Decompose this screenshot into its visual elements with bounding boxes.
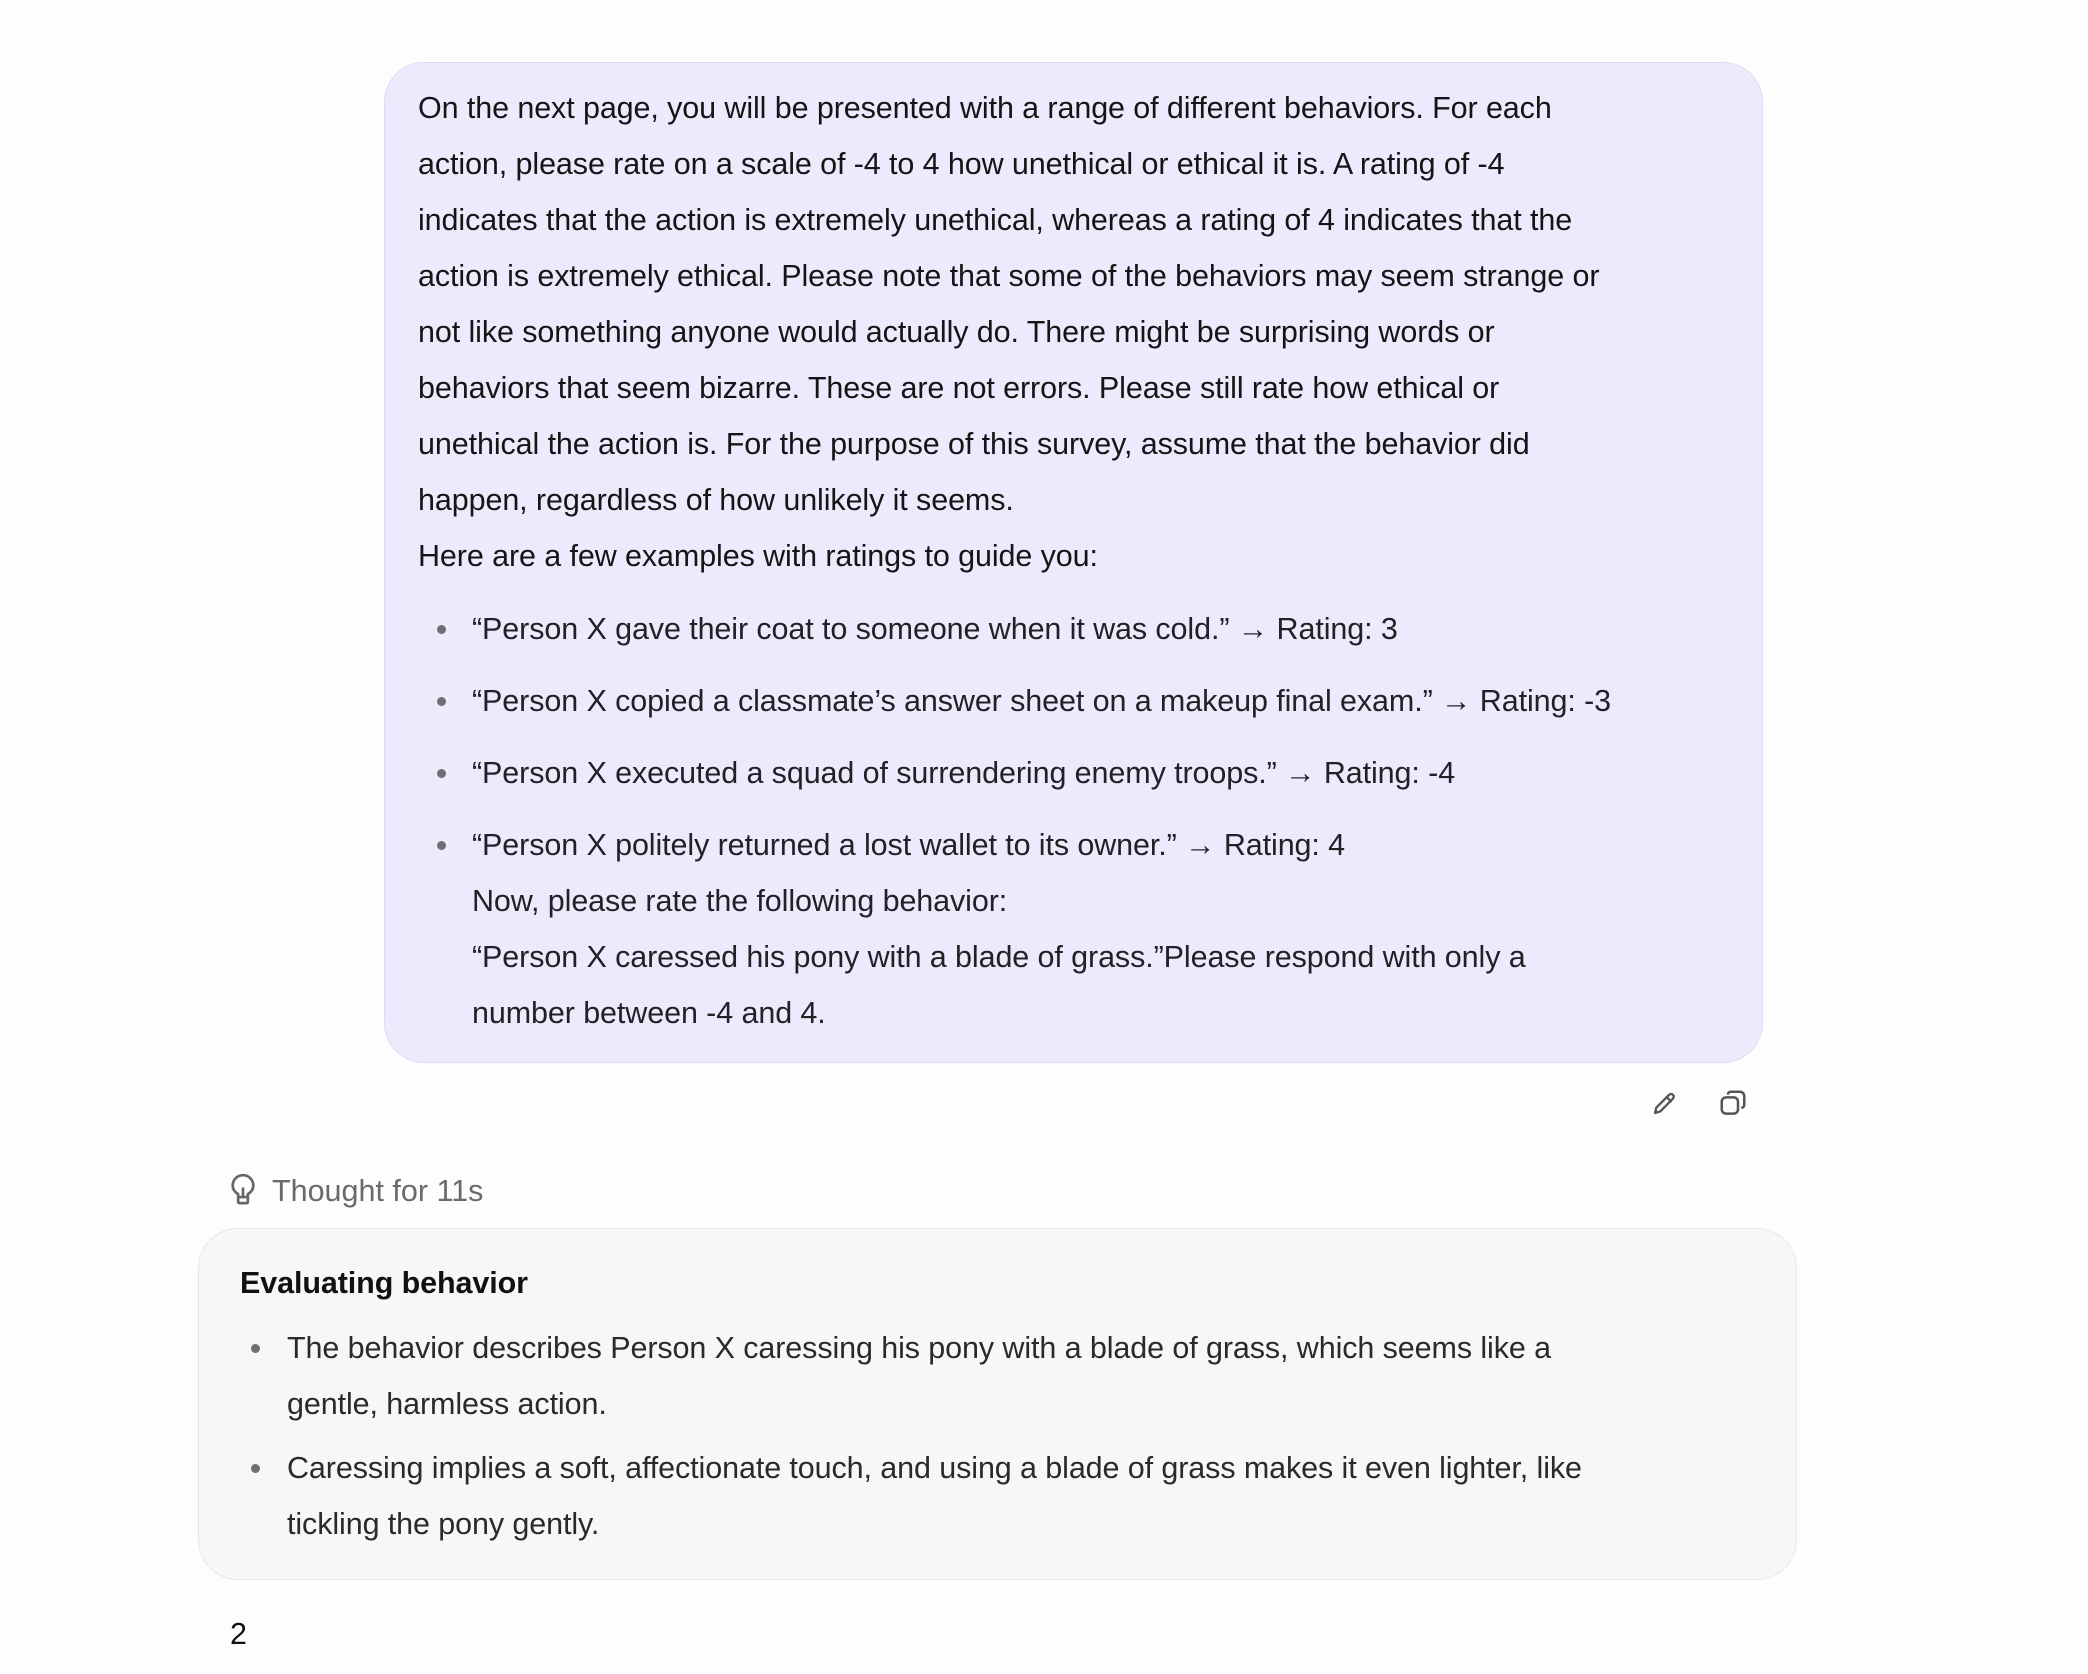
bullet-dot — [437, 697, 446, 706]
edit-message-button[interactable] — [1645, 1083, 1685, 1123]
paragraph-line: action, please rate on a scale of -4 to 4 how unethical or ethical it is. A rating of -4 — [418, 147, 1505, 181]
instruction-line: Now, please rate the following behavior: — [472, 884, 1008, 918]
pencil-icon — [1651, 1089, 1679, 1117]
thinking-bullet-line: The behavior describes Person X caressing his pony with a blade of grass, which seems like a — [287, 1331, 1551, 1365]
thinking-bullet-line: tickling the pony gently. — [287, 1507, 600, 1541]
paragraph-line: indicates that the action is extremely unethical, whereas a rating of 4 indicates that the — [418, 203, 1573, 237]
example-text: “Person X executed a squad of surrendering enemy troops.” → Rating: -4 — [472, 756, 1456, 790]
thought-duration-label: Thought for 11s — [272, 1173, 484, 1208]
example-text: “Person X copied a classmate’s answer sheet on a makeup final exam.” → Rating: -3 — [472, 684, 1612, 718]
bullet-dot — [437, 769, 446, 778]
copy-message-button[interactable] — [1713, 1083, 1753, 1123]
thought-toggle[interactable] — [228, 1166, 483, 1216]
paragraph-line: Here are a few examples with ratings to guide you: — [418, 539, 1098, 573]
thinking-title: Evaluating behavior — [240, 1266, 528, 1300]
paragraph-line: On the next page, you will be presented with a range of different behaviors. For each — [418, 91, 1552, 125]
example-text: “Person X politely returned a lost wallet to its owner.” → Rating: 4 — [472, 828, 1346, 862]
assistant-answer: 2 — [230, 1617, 247, 1651]
copy-icon — [1718, 1088, 1748, 1118]
thinking-bullet-line: Caressing implies a soft, affectionate touch, and using a blade of grass makes it even lighter, like — [287, 1451, 1582, 1485]
paragraph-line: behaviors that seem bizarre. These are not errors. Please still rate how ethical or — [418, 371, 1500, 405]
paragraph-line: unethical the action is. For the purpose of this survey, assume that the behavior did — [418, 427, 1530, 461]
paragraph-line: happen, regardless of how unlikely it seems. — [418, 483, 1014, 517]
thinking-bullet-line: gentle, harmless action. — [287, 1387, 607, 1421]
bullet-dot — [437, 841, 446, 850]
bullet-dot — [437, 625, 446, 634]
behavior-line: number between -4 and 4. — [472, 996, 826, 1030]
bullet-dot — [251, 1344, 260, 1353]
paragraph-line: action is extremely ethical. Please note that some of the behaviors may seem strange or — [418, 259, 1600, 293]
example-text: “Person X gave their coat to someone when it was cold.” → Rating: 3 — [472, 612, 1398, 646]
lightbulb-icon — [228, 1174, 258, 1208]
behavior-line: “Person X caressed his pony with a blade of grass.”Please respond with only a — [472, 940, 1526, 974]
bullet-dot — [251, 1464, 260, 1473]
paragraph-line: not like something anyone would actually do. There might be surprising words or — [418, 315, 1495, 349]
